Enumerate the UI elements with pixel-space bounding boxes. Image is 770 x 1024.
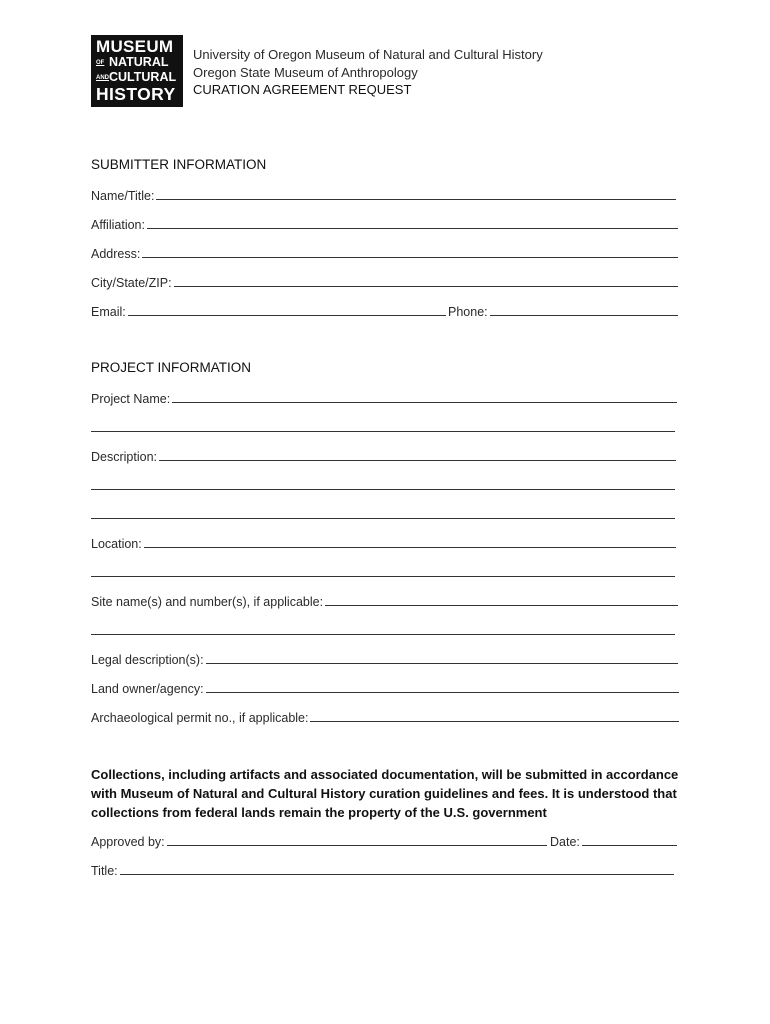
header-university: University of Oregon Museum of Natural and Cultural History <box>193 47 543 62</box>
approval-title-label: Title: <box>91 864 118 878</box>
affiliation-field[interactable] <box>91 214 678 232</box>
legal-description-line[interactable] <box>206 663 678 664</box>
address-label: Address: <box>91 247 141 261</box>
date-label: Date: <box>550 835 580 849</box>
logo-cultural: CULTURAL <box>109 70 177 84</box>
address-field[interactable] <box>91 243 678 261</box>
land-owner-field[interactable] <box>91 678 679 696</box>
permit-field[interactable] <box>91 707 679 725</box>
permit-label: Archaeological permit no., if applicable: <box>91 711 309 725</box>
email-line[interactable] <box>128 315 446 316</box>
project-heading: PROJECT INFORMATION <box>91 360 252 375</box>
logo-museum: MUSEUM <box>96 37 174 56</box>
permit-line[interactable] <box>310 721 679 722</box>
legal-description-field[interactable] <box>91 649 678 667</box>
date-line[interactable] <box>582 845 677 846</box>
project-name-field[interactable] <box>91 388 677 406</box>
description-line[interactable] <box>159 460 676 461</box>
description-continuation-line-2[interactable] <box>91 518 675 519</box>
description-continuation-line-1[interactable] <box>91 489 675 490</box>
approved-by-label: Approved by: <box>91 835 165 849</box>
logo-natural: NATURAL <box>109 55 169 69</box>
statement-line-2: with Museum of Natural and Cultural History curation guidelines and fees. It is understood that <box>91 786 677 801</box>
date-field[interactable] <box>550 831 677 849</box>
statement-line-1: Collections, including artifacts and associated documentation, will be submitted in accordance <box>91 767 679 782</box>
location-field[interactable] <box>91 533 676 551</box>
project-name-continuation-line[interactable] <box>91 431 675 432</box>
logo-of: OF <box>96 60 105 66</box>
location-continuation-line[interactable] <box>91 576 675 577</box>
city-state-zip-line[interactable] <box>174 286 678 287</box>
description-field[interactable] <box>91 446 676 464</box>
approval-title-field[interactable] <box>91 860 674 878</box>
project-name-line[interactable] <box>172 402 677 403</box>
project-name-label: Project Name: <box>91 392 171 406</box>
name-title-field[interactable] <box>91 185 676 203</box>
legal-description-label: Legal description(s): <box>91 653 204 667</box>
statement-line-3: collections from federal lands remain the property of the U.S. government <box>91 805 547 820</box>
phone-line[interactable] <box>490 315 678 316</box>
land-owner-label: Land owner/agency: <box>91 682 204 696</box>
city-state-zip-field[interactable] <box>91 272 678 290</box>
logo-and: AND <box>96 75 109 81</box>
city-state-zip-label: City/State/ZIP: <box>91 276 172 290</box>
site-label: Site name(s) and number(s), if applicable: <box>91 595 324 609</box>
location-line[interactable] <box>144 547 676 548</box>
location-label: Location: <box>91 537 142 551</box>
name-title-line[interactable] <box>156 199 676 200</box>
header-osma: Oregon State Museum of Anthropology <box>193 65 418 80</box>
address-line[interactable] <box>142 257 678 258</box>
phone-label: Phone: <box>448 305 488 319</box>
logo-history: HISTORY <box>96 84 176 104</box>
phone-field[interactable] <box>448 301 678 319</box>
name-title-label: Name/Title: <box>91 189 155 203</box>
email-field[interactable] <box>91 301 446 319</box>
site-line[interactable] <box>325 605 678 606</box>
affiliation-line[interactable] <box>147 228 678 229</box>
site-field[interactable] <box>91 591 678 609</box>
approved-by-field[interactable] <box>91 831 547 849</box>
form-title: CURATION AGREEMENT REQUEST <box>193 82 412 97</box>
land-owner-line[interactable] <box>206 692 679 693</box>
approval-title-line[interactable] <box>120 874 674 875</box>
email-label: Email: <box>91 305 126 319</box>
approved-by-line[interactable] <box>167 845 547 846</box>
description-label: Description: <box>91 450 157 464</box>
site-continuation-line[interactable] <box>91 634 675 635</box>
museum-logo <box>91 35 183 107</box>
submitter-heading: SUBMITTER INFORMATION <box>91 157 267 172</box>
curation-statement <box>91 765 691 822</box>
affiliation-label: Affiliation: <box>91 218 145 232</box>
